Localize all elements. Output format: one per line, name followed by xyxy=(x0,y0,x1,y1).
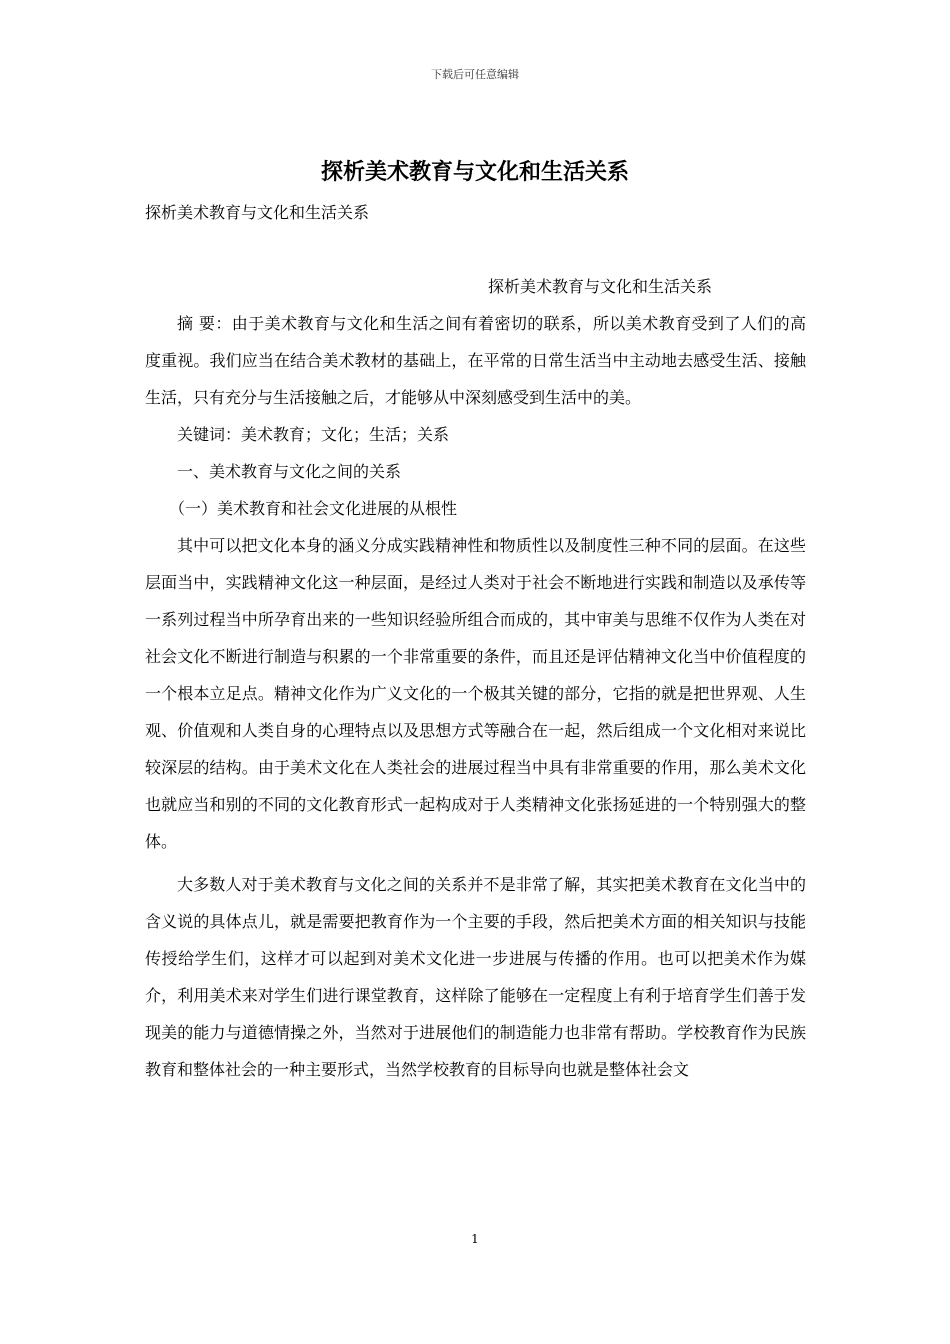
body-paragraph: 大多数人对于美术教育与文化之间的关系并不是非常了解，其实把美术教育在文化当中的含义说的具体点儿，就是需要把教育作为一个主要的手段，然后把美术方面的相关知识与技能传授给学生们，这样才可以起到对美术文化进一步进展与传播的作用。也可以把美术作为媒介，利用美术来对学生们进行课堂教育，这样除了能够在一定程度上有利于培育学生们善于发现美的能力与道德情操之外，当然对于进展他们的制造能力也非常有帮助。学校教育作为民族教育和整体社会的一种主要形式，当然学校教育的目标导向也就是整体社会文 xyxy=(145,875,806,1079)
page-header: 下载后可任意编辑 xyxy=(431,68,519,81)
document-title: 探析美术教育与文化和生活关系 xyxy=(320,160,629,185)
page-number: 1 xyxy=(471,1232,479,1246)
right-aligned-title: 探析美术教育与文化和生活关系 xyxy=(488,277,713,296)
body-paragraph: 其中可以把文化本身的涵义分成实践精神性和物质性以及制度性三种不同的层面。在这些层面当中，实践精神文化这一种层面，是经过人类对于社会不断地进行实践和制造以及承传等一系列过程当中所孕育出来的一些知识经验所组合而成的，其中审美与思维不仅作为人类在对社会文化不断进行制造与积累的一个非常重要的条件，而且还是评估精神文化当中价值程度的一个根本立足点。精神文化作为广义文化的一个极其关键的部分，它指的就是把世界观、人生观、价值观和人类自身的心理特点以及思想方式等融合在一起，然后组成一个文化相对来说比较深层的结构。由于美术文化在人类社会的进展过程当中具有非常重要的作用，那么美术文化也就应当和别的不同的文化教育形式一起构成对于人类精神文化张扬延进的一个特别强大的整体。 xyxy=(145,536,806,851)
keywords-paragraph: 关键词：美术教育；文化；生活；关系 xyxy=(177,425,450,444)
subsection-heading: （一）美术教育和社会文化进展的从根性 xyxy=(169,499,458,518)
section-heading: 一、美术教育与文化之间的关系 xyxy=(177,462,402,481)
document-subtitle: 探析美术教育与文化和生活关系 xyxy=(145,203,370,222)
document-body xyxy=(145,305,806,1088)
abstract-paragraph: 摘 要：由于美术教育与文化和生活之间有着密切的联系，所以美术教育受到了人们的高度重视。我们应当在结合美术教材的基础上，在平常的日常生活当中主动地去感受生活、接触生活，只有充分与生活接触之后，才能够从中深刻感受到生活中的美。 xyxy=(145,314,806,407)
